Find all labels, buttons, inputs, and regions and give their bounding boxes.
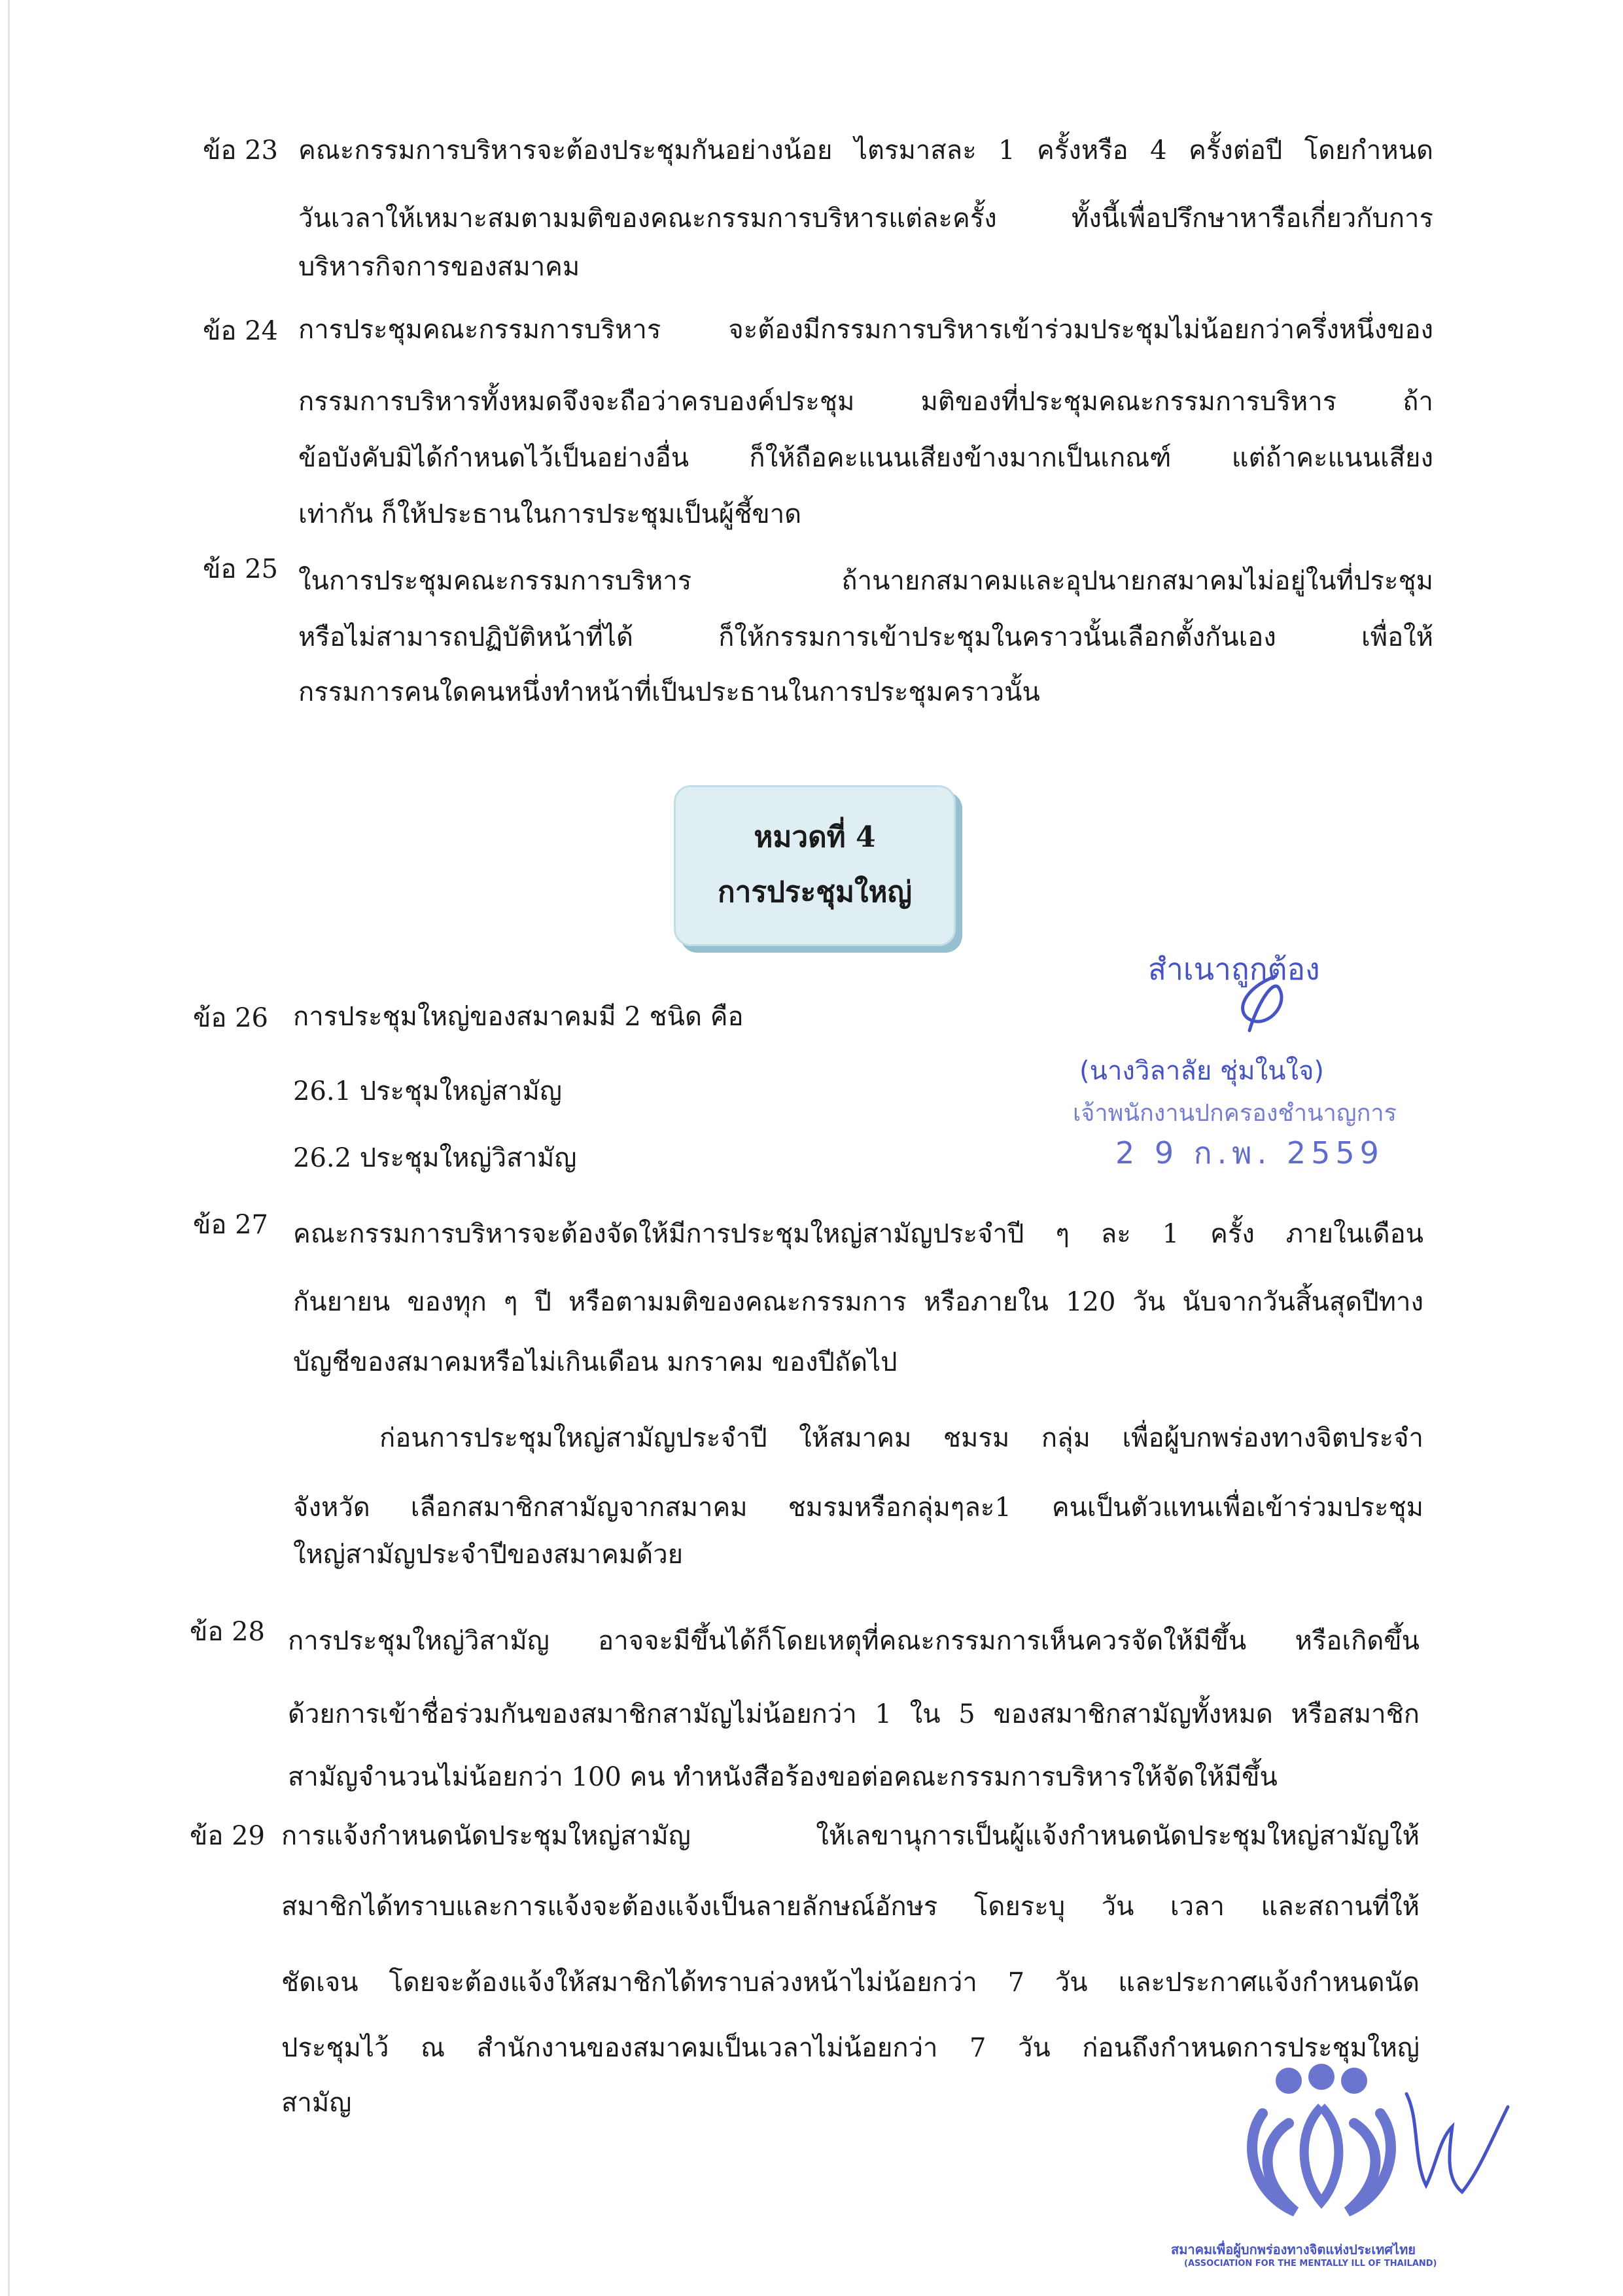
word: จังหวัด [293,1492,370,1523]
word: ภายในเดือน [1285,1219,1423,1249]
article-text-line [298,565,1433,597]
word: ถ้านายกสมาคมและอุปนายกสมาคมไม่อยู่ในที่ประชุม [841,566,1433,596]
word: หรือไม่สามารถปฏิบัติหน้าที่ได้ [298,622,634,652]
chapter-heading-box [674,785,956,946]
word: ครั้ง [1210,1219,1255,1249]
word: ในการประชุมคณะกรรมการบริหาร [298,566,692,596]
word: ครั้งต่อปี [1189,135,1283,166]
article-text-line [293,1286,1423,1318]
article-text-line [281,1967,1420,1998]
word: ๆ [1055,1219,1070,1249]
article-sub-item: 26.2 ประชุมใหญ่วิสามัญ [293,1143,577,1173]
word: ก็ให้กรรมการเข้าประชุมในคราวนั้นเลือกตั้งกันเอง [718,622,1276,652]
word: และสถานที่ให้ [1261,1892,1420,1922]
word: คนเป็นตัวแทนเพื่อเข้าร่วมประชุม [1051,1492,1423,1523]
word: ๆ [503,1287,518,1317]
word: 7 [969,2033,986,2063]
word: กลุ่ม [1041,1423,1091,1453]
association-name-thai: สมาคมเพื่อผู้บกพร่องทางจิตแห่งประเทศไทย [1171,2242,1416,2257]
word: นับจากวันสิ้นสุดปีทาง [1182,1287,1423,1317]
article-text-line [281,1891,1420,1922]
word: ข้อบังคับมิได้กำหนดไว้เป็นอย่างอื่น [298,443,689,473]
word: ก็ให้ถือคะแนนเสียงข้างมากเป็นเกณฑ์ [749,443,1172,473]
article-number: ข้อ 29 [190,1821,265,1851]
article-text-line [288,1699,1420,1730]
word: วันเวลาให้เหมาะสมตามมติของคณะกรรมการบริหารแต่ละครั้ง [298,203,997,234]
stamp-heading: สำเนาถูกต้อง [1148,951,1320,987]
stamp-date: 2 9 ก.พ. 2559 [1115,1135,1384,1171]
word: 7 [1007,1968,1025,1998]
word: และประกาศแจ้งกำหนดนัด [1118,1968,1420,1998]
word: โดยจะต้องแจ้งให้สมาชิกได้ทราบล่วงหน้าไม่น้อยกว่า [389,1968,977,1998]
word: ก่อนถึงกำหนดการประชุมใหญ่ [1082,2033,1420,2063]
word: การประชุมใหญ่วิสามัญ [288,1626,550,1656]
article-text-line [298,386,1433,417]
word: หรือเกิดขึ้น [1295,1626,1420,1656]
article-text-line [288,1625,1420,1657]
scan-edge-line [8,0,10,2296]
word: ก่อนการประชุมใหญ่สามัญประจำปี [379,1423,767,1453]
article-text-line [293,1218,1423,1250]
word: ละ [1100,1219,1131,1249]
word: ของทุก [407,1287,487,1317]
word: วัน [1055,1968,1088,1998]
director-signature [1400,2081,1511,2205]
chapter-subtitle: การประชุมใหญ่ [717,875,913,909]
article-sub-item: 26.1 ประชุมใหญ่สามัญ [293,1076,562,1106]
word: วัน [1101,1892,1134,1922]
word: ปี [534,1287,551,1317]
article-number: ข้อ 28 [190,1617,265,1647]
article-text-line: กรรมการคนใดคนหนึ่งทำหน้าที่เป็นประธานในการประชุมคราวนั้น [298,677,1040,707]
word: กันยายน [293,1287,391,1317]
article-number: ข้อ 24 [203,316,278,346]
word: 1 [1162,1219,1179,1249]
article-text-line [281,1820,1420,1852]
word: หรือตามมติของคณะกรรมการ [568,1287,907,1317]
word: ณ [420,2033,445,2063]
word: คณะกรรมการบริหารจะต้องประชุมกันอย่างน้อย [298,135,833,166]
article-text-line [298,622,1433,653]
word: โดยระบุ [973,1892,1066,1922]
word: ให้เลขานุการเป็นผู้แจ้งกำหนดนัดประชุมใหญ่สามัญให้ [816,1821,1420,1851]
stamp-position: เจ้าพนักงานปกครองชำนาญการ [1073,1100,1397,1127]
word: มติของที่ประชุมคณะกรรมการบริหาร [920,387,1337,417]
article-text-line: สามัญจำนวนไม่น้อยกว่า 100 คน ทำหนังสือร้องขอต่อคณะกรรมการบริหารให้จัดให้มีขึ้น [288,1762,1278,1792]
article-text-line [281,2032,1420,2064]
word: การประชุมคณะกรรมการบริหาร [298,315,661,345]
word: โดยกำหนด [1304,135,1433,166]
word: ใน [909,1699,941,1729]
word: คณะกรรมการบริหารจะต้องจัดให้มีการประชุมใหญ่สามัญประจำปี [293,1219,1024,1249]
article-text-line [379,1422,1423,1454]
word: วัน [1132,1287,1166,1317]
article-text-line [298,203,1433,234]
association-emblem [1217,2061,1413,2231]
article-text-line: ใหญ่สามัญประจำปีของสมาคมด้วย [293,1540,684,1570]
word: ทั้งนี้เพื่อปรึกษาหารือเกี่ยวกับการ [1071,203,1433,234]
word: แต่ถ้าคะแนนเสียง [1231,443,1433,473]
article-text-line: เท่ากัน ก็ให้ประธานในการประชุมเป็นผู้ชี้ขาด [298,499,802,529]
word: 4 [1150,135,1167,166]
word: ด้วยการเข้าชื่อร่วมกันของสมาชิกสามัญไม่น้อยกว่า [288,1699,857,1729]
article-text-line [298,135,1433,166]
article-number: ข้อ 25 [203,554,278,584]
word: ถ้า [1403,387,1433,417]
association-logo [1171,2061,1459,2284]
article-text-line [298,442,1433,474]
stamp-name: (นางวิลาลัย ชุ่มในใจ) [1079,1056,1325,1086]
word: ชมรมหรือกลุ่มๆละ1 [788,1492,1011,1523]
article-text-line [293,1492,1423,1523]
word: ชัดเจน [281,1968,358,1998]
word: 5 [958,1699,975,1729]
word: 1 [875,1699,892,1729]
word: เพื่อให้ [1361,622,1433,652]
word: เวลา [1170,1892,1225,1922]
word: ไตรมาสละ [854,135,977,166]
word: หรือภายใน [924,1287,1049,1317]
article-text-line: การประชุมใหญ่ของสมาคมมี 2 ชนิด คือ [293,1002,744,1032]
word: 120 [1066,1287,1116,1317]
word: กรรมการบริหารทั้งหมดจึงจะถือว่าครบองค์ประชุม [298,387,855,417]
word: จะต้องมีกรรมการบริหารเข้าร่วมประชุมไม่น้อยกว่าครึ่งหนึ่งของ [728,315,1433,345]
word: เพื่อผู้บกพร่องทางจิตประจำ [1122,1423,1423,1453]
word: หรือสมาชิก [1291,1699,1420,1729]
word: วัน [1017,2033,1051,2063]
word: การแจ้งกำหนดนัดประชุมใหญ่สามัญ [281,1821,691,1851]
word: เลือกสมาชิกสามัญจากสมาคม [410,1492,748,1523]
stamp-signature [1230,968,1308,1040]
article-number: ข้อ 23 [203,135,278,166]
article-number: ข้อ 26 [193,1003,268,1033]
word: สำนักงานของสมาคมเป็นเวลาไม่น้อยกว่า [476,2033,938,2063]
word: สมาชิกได้ทราบและการแจ้งจะต้องแจ้งเป็นลายลักษณ์อักษร [281,1892,938,1922]
word: ประชุมไว้ [281,2033,389,2063]
word: ชมรม [943,1423,1010,1453]
article-text-line: บัญชีของสมาคมหรือไม่เกินเดือน มกราคม ของปีถัดไป [293,1347,898,1377]
association-name-english: (ASSOCIATION FOR THE MENTALLY ILL OF THAILAND) [1184,2259,1437,2269]
article-text-line [298,314,1433,345]
article-text-line: บริหารกิจการของสมาคม [298,252,580,282]
word: ให้สมาคม [799,1423,912,1453]
chapter-title: หมวดที่ 4 [754,821,876,854]
word: อาจจะมีขึ้นได้ก็โดยเหตุที่คณะกรรมการเห็นควรจัดให้มีขึ้น [598,1626,1247,1656]
word: 1 [998,135,1015,166]
word: ของสมาชิกสามัญทั้งหมด [993,1699,1273,1729]
word: ครั้งหรือ [1037,135,1128,166]
article-number: ข้อ 27 [193,1210,268,1240]
article-text-line: สามัญ [281,2088,352,2118]
